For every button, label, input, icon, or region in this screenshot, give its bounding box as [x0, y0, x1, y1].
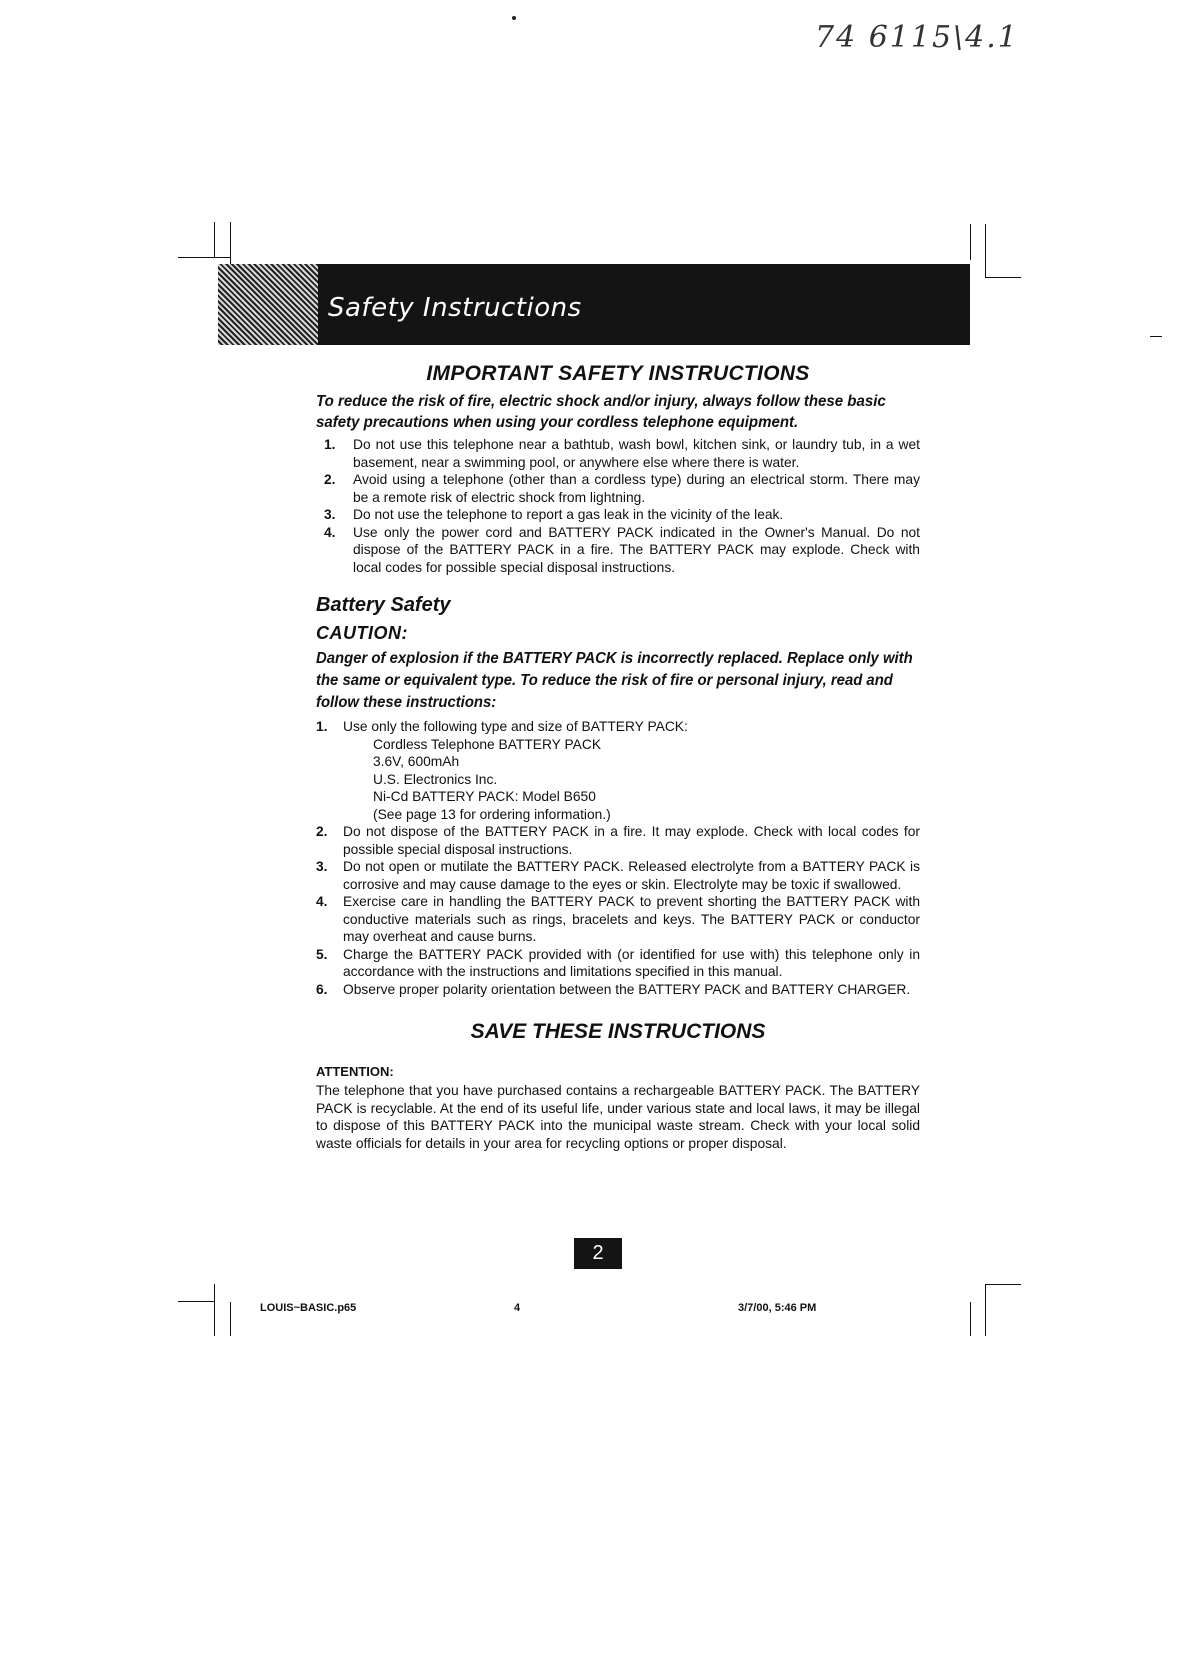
crop-mark: [970, 224, 971, 260]
speck: [512, 16, 516, 20]
footer-filename: LOUIS~BASIC.p65: [260, 1302, 357, 1314]
crop-mark: [214, 222, 215, 258]
item-text: Do not use the telephone to report a gas leak in the vicinity of the leak.: [353, 507, 784, 522]
battery-spec-line: (See page 13 for ordering information.): [373, 806, 611, 822]
list-item: [316, 858, 920, 893]
caution-heading: CAUTION:: [316, 623, 408, 643]
item-number: 2.: [324, 472, 336, 487]
crop-mark: [178, 257, 230, 258]
item-text: Charge the BATTERY PACK provided with (or identified for use with) this telephone only in accordance with the instructions and limitations specified in this manual.: [343, 946, 920, 979]
caution-text: Danger of explosion if the BATTERY PACK is incorrectly replaced. Replace only with the same or equivalent type. To reduce the risk of fire or personal injury, read and follow these instructions:: [316, 650, 913, 711]
item-text: Do not dispose of the BATTERY PACK in a fire. It may explode. Check with local codes for possible special disposal instructions.: [343, 824, 920, 857]
save-heading: SAVE THESE INSTRUCTIONS: [470, 1020, 766, 1043]
item-number: 4.: [316, 894, 328, 909]
crop-mark: [985, 1284, 986, 1336]
item-text: Use only the power cord and BATTERY PACK indicated in the Owner's Manual. Do not dispose of the BATTERY PACK in a fire. The BATTERY PACK may explode. Check with local codes for possible special disposal instructions.: [353, 524, 920, 575]
list-item: [316, 823, 920, 858]
crop-mark: [230, 1302, 231, 1336]
important-list: [316, 436, 920, 576]
list-item: [316, 506, 920, 524]
battery-spec-line: Cordless Telephone BATTERY PACK: [373, 736, 602, 752]
item-text: Do not open or mutilate the BATTERY PACK. Released electrolyte from a BATTERY PACK is corrosive and may cause damage to the eyes or skin. Electrolyte may be toxic if swallowed.: [343, 859, 920, 892]
crop-mark: [230, 222, 231, 264]
item-number: 5.: [316, 946, 328, 962]
section-header-bar: [218, 264, 970, 345]
page-number: 2: [574, 1238, 622, 1269]
list-item: [316, 718, 920, 823]
list-item: [316, 981, 920, 999]
main-content: [316, 362, 920, 1152]
crop-mark: [214, 1284, 215, 1336]
list-item: [316, 946, 920, 981]
list-item: [316, 471, 920, 506]
footer-datetime: 3/7/00, 5:46 PM: [738, 1302, 817, 1314]
item-number: 4.: [324, 524, 336, 540]
item-number: 3.: [316, 859, 328, 874]
item-number: 1.: [324, 437, 336, 452]
crop-mark: [970, 1302, 971, 1336]
item-number: 1.: [316, 719, 328, 734]
item-number: 6.: [316, 981, 328, 997]
item-text: Avoid using a telephone (other than a cordless type) during an electrical storm. There may be a remote risk of electric shock from lightning.: [353, 472, 920, 505]
battery-spec-line: U.S. Electronics Inc.: [373, 771, 498, 787]
section-title: Safety Instructions: [328, 293, 582, 323]
list-item: [316, 524, 920, 577]
crop-mark: [985, 1284, 1021, 1285]
item-text: Do not use this telephone near a bathtub, wash bowl, kitchen sink, or laundry tub, in a wet basement, near a swimming pool, or anywhere else where there is water.: [353, 437, 920, 470]
crop-mark: [985, 277, 1021, 278]
handwritten-annotation: 74 6115\4.1: [815, 20, 1019, 55]
list-item: [316, 893, 920, 946]
item-text: Use only the following type and size of BATTERY PACK:: [343, 719, 688, 734]
item-number: 3.: [324, 507, 336, 522]
crop-mark: [1150, 336, 1162, 337]
attention-text: The telephone that you have purchased contains a rechargeable BATTERY PACK. The BATTERY PACK is recyclable. At the end of its useful life, under various state and local laws, it may be illegal to dispose of this BATTERY PACK into the municipal waste stream. Check with your local solid waste officials for details in your area for recycling options or proper disposal.: [316, 1083, 920, 1151]
battery-spec-line: 3.6V, 600mAh: [373, 754, 460, 769]
item-text: Exercise care in handling the BATTERY PACK to prevent shorting the BATTERY PACK with conductive materials such as rings, bracelets and keys. The BATTERY PACK or conductor may overheat and cause burns.: [343, 894, 920, 944]
header-texture: [218, 264, 318, 345]
crop-mark: [178, 1301, 214, 1302]
important-heading: IMPORTANT SAFETY INSTRUCTIONS: [426, 362, 810, 385]
battery-heading: Battery Safety: [316, 594, 451, 616]
attention-label: ATTENTION:: [316, 1064, 394, 1079]
important-intro: To reduce the risk of fire, electric shock and/or injury, always follow these basic safety precautions when using your cordless telephone equipment.: [316, 393, 886, 431]
battery-spec-line: Ni-Cd BATTERY PACK: Model B650: [373, 789, 596, 804]
battery-list: [316, 718, 920, 998]
crop-mark: [985, 224, 986, 278]
footer-page: 4: [514, 1302, 521, 1314]
list-item: [316, 436, 920, 471]
item-text: Observe proper polarity orientation between the BATTERY PACK and BATTERY CHARGER.: [343, 981, 911, 997]
item-number: 2.: [316, 824, 328, 839]
